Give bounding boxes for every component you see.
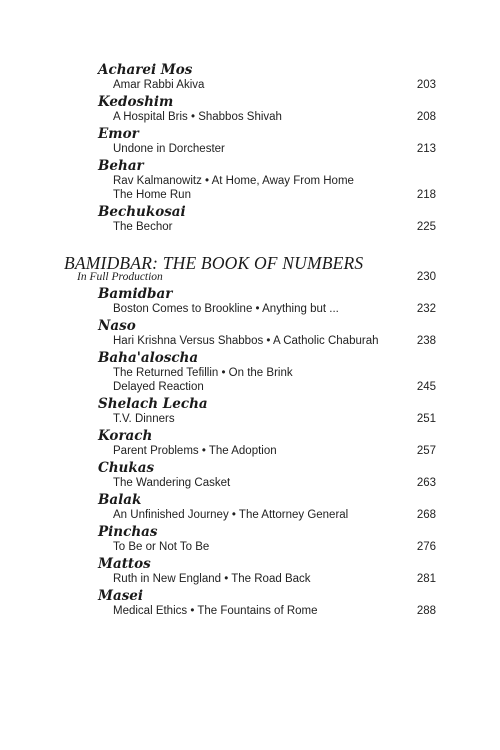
toc-entry-title: Behar bbox=[98, 158, 144, 174]
toc-entry-line: Boston Comes to Brookline • Anything but ... bbox=[113, 303, 339, 315]
toc-entry-line: Medical Ethics • The Fountains of Rome bbox=[113, 605, 318, 617]
toc-entry-page: 225 bbox=[416, 221, 436, 233]
toc-entry-title: Kedoshim bbox=[98, 94, 174, 110]
toc-entry-page: 238 bbox=[416, 335, 436, 347]
toc-entry-page: 245 bbox=[416, 381, 436, 393]
toc-entry-page: 251 bbox=[416, 413, 436, 425]
toc-entry-line: The Bechor bbox=[113, 221, 173, 233]
toc-entry-page: 213 bbox=[416, 143, 436, 155]
book-intro: In Full Production bbox=[77, 271, 163, 283]
toc-entry-title: Emor bbox=[98, 126, 139, 142]
toc-entry-line: An Unfinished Journey • The Attorney General bbox=[113, 509, 349, 521]
toc-entry-line: T.V. Dinners bbox=[113, 413, 175, 425]
toc-entry-line: Delayed Reaction bbox=[113, 381, 204, 393]
toc-entry-line: Undone in Dorchester bbox=[113, 143, 225, 155]
toc-entry-line: Ruth in New England • The Road Back bbox=[113, 573, 311, 585]
toc-entry-title: Masei bbox=[98, 588, 144, 604]
toc-entry-line: To Be or Not To Be bbox=[113, 541, 210, 553]
toc-entry-line: Parent Problems • The Adoption bbox=[113, 445, 277, 457]
toc-entry-line: Amar Rabbi Akiva bbox=[113, 79, 205, 91]
toc-entry-line: Rav Kalmanowitz • At Home, Away From Home bbox=[113, 175, 354, 187]
toc-entry-title: Chukas bbox=[98, 460, 155, 476]
toc-entry-line: The Returned Tefillin • On the Brink bbox=[113, 367, 293, 379]
toc-entry-title: Bamidbar bbox=[98, 286, 173, 302]
toc-entry-line: A Hospital Bris • Shabbos Shivah bbox=[113, 111, 282, 123]
toc-entry-page: 257 bbox=[416, 445, 436, 457]
toc-entry-page: 281 bbox=[416, 573, 436, 585]
toc-entry-page: 268 bbox=[416, 509, 436, 521]
toc-entry-title: Baha'aloscha bbox=[98, 350, 199, 366]
toc-entry-title: Bechukosai bbox=[98, 204, 186, 220]
book-intro-page: 230 bbox=[416, 271, 436, 283]
toc-entry-title: Mattos bbox=[98, 556, 151, 572]
toc-entry-line: The Home Run bbox=[113, 189, 191, 201]
toc-entry-page: 208 bbox=[416, 111, 436, 123]
toc-entry-page: 218 bbox=[416, 189, 436, 201]
toc-entry-line: The Wandering Casket bbox=[113, 477, 231, 489]
toc-entry-title: Naso bbox=[98, 318, 136, 334]
toc-entry-page: 288 bbox=[416, 605, 436, 617]
toc-entry-page: 232 bbox=[416, 303, 436, 315]
toc-entry-title: Korach bbox=[98, 428, 153, 444]
book-title: BAMIDBAR: THE BOOK OF NUMBERS bbox=[64, 253, 364, 273]
toc-entry-title: Pinchas bbox=[98, 524, 158, 540]
toc-entry-title: Balak bbox=[98, 492, 142, 508]
toc-entry-page: 263 bbox=[416, 477, 436, 489]
toc-entry-title: Shelach Lecha bbox=[98, 396, 208, 412]
toc-entry-line: Hari Krishna Versus Shabbos • A Catholic Chaburah bbox=[113, 335, 379, 347]
toc-entry-page: 276 bbox=[416, 541, 436, 553]
toc-entry-title: Acharei Mos bbox=[98, 62, 193, 78]
toc-entry-page: 203 bbox=[416, 79, 436, 91]
